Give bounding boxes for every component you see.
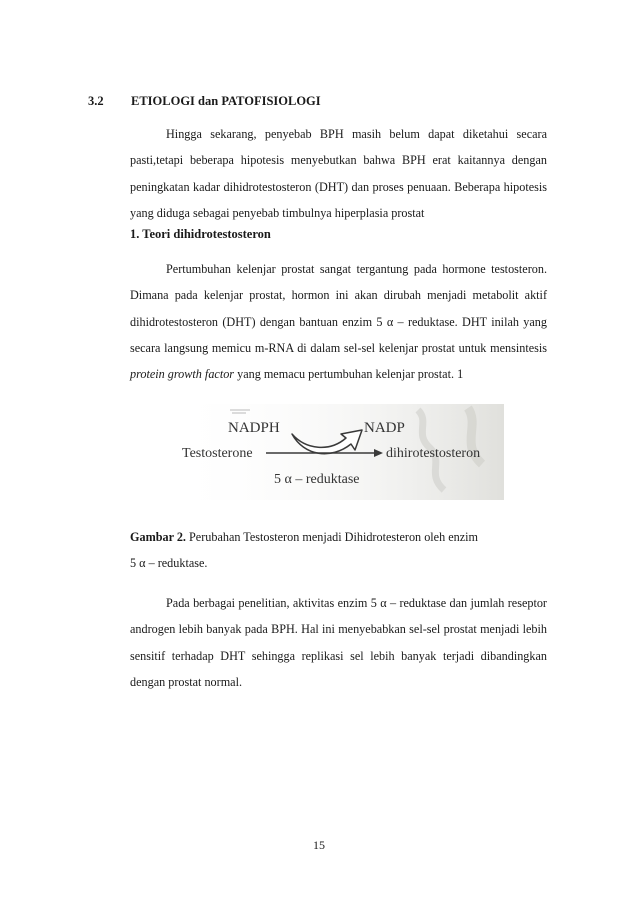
paragraph-research-text: Pada berbagai penelitian, aktivitas enzim 5 α – reduktase dan jumlah reseptor androgen lebih banyak pada BPH. Hal ini menyebabkan sel-sel prostat menjadi lebih sensitif terhadap DHT sehingga replikasi sel lebih banyak terjadi dibandingkan dengan prostat normal. xyxy=(130,596,547,689)
reaction-figure xyxy=(168,404,504,500)
section-number: 3.2 xyxy=(88,94,104,108)
paragraph-dht-text-end: yang memacu pertumbuhan kelenjar prostat. 1 xyxy=(234,367,464,382)
subheading-dht-theory: 1. Teori dihidrotestosteron xyxy=(130,227,271,241)
paragraph-intro-text: Hingga sekarang, penyebab BPH masih belum dapat diketahui secara pasti,tetapi beberapa hipotesis menyebutkan bahwa BPH erat kaitannya dengan peningkatan kadar dihidrotestosteron (DHT) dan proses penuaan. Beberapa hipotesis yang diduga sebagai penyebab timbulnya hiperplasia prostat xyxy=(130,127,547,220)
testosterone-label: Testosterone xyxy=(182,446,253,461)
paragraph-dht-text: Pertumbuhan kelenjar prostat sangat tergantung pada hormone testosteron. Dimana pada kelenjar prostat, hormon ini akan dirubah menjadi metabolit aktif dihidrotestosteron (DHT) dengan bantuan enzim 5 α – reduktase. DHT inilah yang secara langsung memicu m-RNA di dalam sel-sel kelenjar prostat untuk mensintesis xyxy=(130,262,547,355)
section-title: ETIOLOGI dan PATOFISIOLOGI xyxy=(131,94,321,108)
paragraph-dht xyxy=(130,256,547,387)
nadph-label: NADPH xyxy=(228,420,280,436)
caption-text: Perubahan Testosteron menjadi Dihidrotesteron oleh enzim xyxy=(185,530,479,544)
caption-label: Gambar 2. xyxy=(130,530,186,544)
dihydrotestosterone-label: dihirotestosteron xyxy=(386,446,481,461)
page-number: 15 xyxy=(313,838,325,852)
paragraph-research xyxy=(130,590,547,695)
enzyme-label: 5 α – reduktase xyxy=(274,472,360,487)
figure-caption xyxy=(130,524,547,576)
caption-text-line2: 5 α – reduktase. xyxy=(130,556,208,570)
italic-term: protein growth factor xyxy=(130,367,235,382)
nadp-label: NADP xyxy=(364,420,405,436)
paragraph-intro xyxy=(130,121,547,226)
